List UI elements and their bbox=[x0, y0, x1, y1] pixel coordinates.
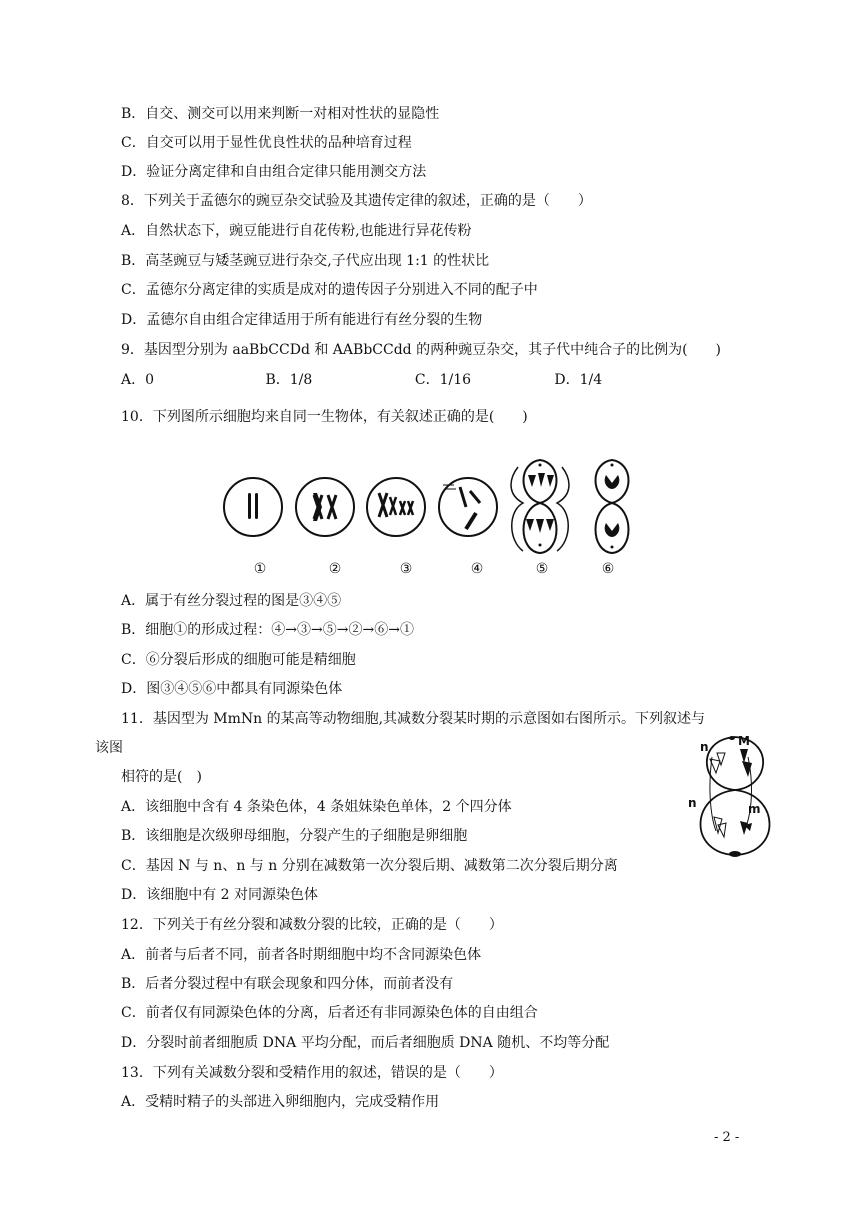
cell-1-outline bbox=[224, 478, 282, 536]
q11-cell-diagram bbox=[680, 735, 790, 860]
q9-option-d: D．1/4 bbox=[554, 372, 603, 388]
q10-option-b: B．细胞①的形成过程：④→③→⑤→②→⑥→① bbox=[121, 622, 414, 638]
label-4: ④ bbox=[470, 561, 484, 577]
q8-option-d: D．孟德尔自由组合定律适用于所有能进行有丝分裂的生物 bbox=[121, 312, 483, 328]
q9-option-b: B．1/8 bbox=[265, 372, 313, 388]
page-number: - 2 - bbox=[714, 1130, 740, 1145]
q12-stem: 12．下列关于有丝分裂和减数分裂的比较，正确的是（ ） bbox=[121, 917, 503, 933]
q8-option-c: C．孟德尔分离定律的实质是成对的遗传因子分别进入不同的配子中 bbox=[121, 282, 538, 298]
q7-option-d: D．验证分离定律和自由组合定律只能用测交方法 bbox=[121, 164, 427, 180]
q13-stem: 13．下列有关减数分裂和受精作用的叙述，错误的是（ ） bbox=[121, 1065, 503, 1081]
q10-option-d: D．图③④⑤⑥中都具有同源染色体 bbox=[121, 681, 343, 697]
q12-option-d: D．分裂时前者细胞质 DNA 平均分配，而后者细胞质 DNA 随机、不均等分配 bbox=[121, 1035, 610, 1051]
q8-option-a: A．自然状态下，豌豆能进行自花传粉,也能进行异花传粉 bbox=[121, 223, 472, 239]
q9-options bbox=[121, 371, 602, 389]
q11-option-c: C．基因 N 与 n、n 与 n 分别在减数第一次分裂后期、减数第二次分裂后期分离 bbox=[121, 858, 618, 874]
q12-option-a: A．前者与后者不同，前者各时期细胞中均不含同源染色体 bbox=[121, 947, 482, 963]
q12-option-b: B．后者分裂过程中有联会现象和四分体，而前者没有 bbox=[121, 976, 454, 992]
q10-stem: 10．下列图所示细胞均来自同一生物体，有关叙述正确的是( ) bbox=[121, 409, 528, 425]
q8-option-b: B．高茎豌豆与矮茎豌豆进行杂交,子代应出现 1:1 的性状比 bbox=[121, 253, 490, 269]
q8-stem: 8．下列关于孟德尔的豌豆杂交试验及其遗传定律的叙述，正确的是（ ） bbox=[121, 193, 592, 209]
q10-cell-diagram bbox=[218, 455, 638, 580]
label-2: ② bbox=[328, 561, 342, 577]
q11-stem: 11．基因型为 MmNn 的某高等动物细胞,其减数分裂某时期的示意图如右图所示。下列叙述与 bbox=[121, 711, 706, 727]
fig11-label-m: m bbox=[748, 802, 761, 816]
fig11-label-n-bottom: n bbox=[688, 796, 697, 810]
fig11-label-n-top: n bbox=[700, 740, 709, 754]
q9-option-a: A．0 bbox=[121, 372, 155, 388]
q11-stem-end: 相符的是( ) bbox=[121, 769, 202, 785]
q9-stem: 9．基因型分别为 aaBbCCDd 和 AABbCCdd 的两种豌豆杂交，其子代中纯合子的比例为( ) bbox=[121, 342, 722, 358]
cell-3-outline bbox=[367, 478, 425, 536]
label-5: ⑤ bbox=[535, 561, 549, 577]
q11-option-b: B．该细胞是次级卵母细胞，分裂产生的子细胞是卵细胞 bbox=[121, 828, 468, 844]
q11-option-a: A．该细胞中含有 4 条染色体，4 条姐妹染色单体，2 个四分体 bbox=[121, 799, 512, 815]
q9-option-c: C．1/16 bbox=[414, 372, 472, 388]
q12-option-c: C．前者仅有同源染色体的分离，后者还有非同源染色体的自由组合 bbox=[121, 1005, 538, 1021]
q10-option-a: A．属于有丝分裂过程的图是③④⑤ bbox=[121, 593, 342, 609]
fig11-label-M: M bbox=[738, 735, 750, 748]
q10-option-c: C．⑥分裂后形成的细胞可能是精细胞 bbox=[121, 652, 356, 668]
label-6: ⑥ bbox=[601, 561, 615, 577]
q11-option-d: D．该细胞中有 2 对同源染色体 bbox=[121, 887, 319, 903]
q13-option-a: A．受精时精子的头部进入卵细胞内，完成受精作用 bbox=[121, 1094, 440, 1110]
label-3: ③ bbox=[399, 561, 413, 577]
label-1: ① bbox=[253, 561, 267, 577]
q7-option-b: B．自交、测交可以用来判断一对相对性状的显隐性 bbox=[121, 106, 440, 122]
q11-stem-cont: 该图 bbox=[95, 740, 123, 756]
cell-2-outline bbox=[296, 478, 354, 536]
q7-option-c: C．自交可以用于显性优良性状的品种培育过程 bbox=[121, 135, 412, 151]
